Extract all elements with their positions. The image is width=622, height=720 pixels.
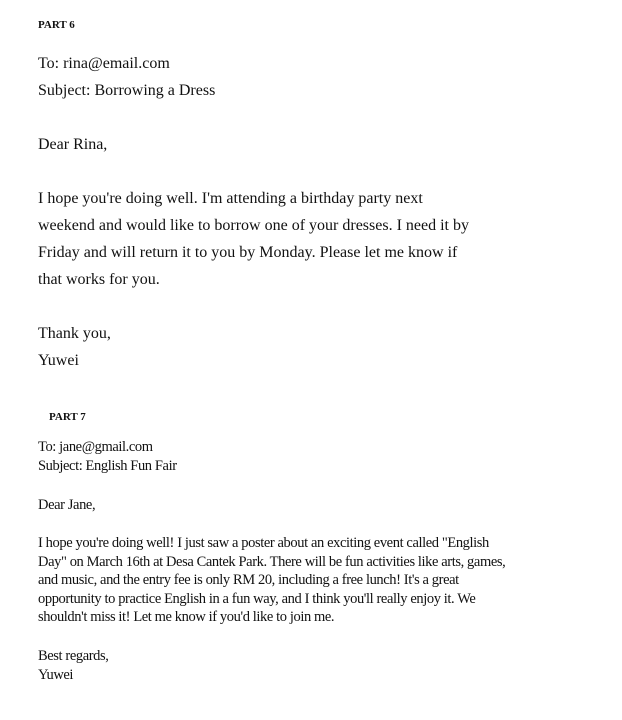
part-7-signature: Yuwei [38,667,74,683]
part-6-body-line: I hope you're doing well. I'm attending a birthday party next [38,190,423,207]
part-6-closing: Thank you, [38,325,111,342]
part-6-to-line: To: rina@email.com [38,55,170,72]
part-7-body-line: I hope you're doing well! I just saw a poster about an exciting event called "English [38,535,489,551]
part-6-greeting: Dear Rina, [38,136,108,153]
part-7-greeting: Dear Jane, [38,497,96,513]
part-6-heading: PART 6 [38,19,75,31]
part-7-body-line: and music, and the entry fee is only RM 20, including a free lunch! It's a great [38,572,459,588]
part-7-body-line: opportunity to practice English in a fun way, and I think you'll really enjoy it. We [38,590,476,607]
part-6-signature: Yuwei [38,352,79,369]
part-7-body-line: Day" on March 16th at Desa Cantek Park. There will be fun activities like arts, games, [38,553,506,570]
part-7-closing: Best regards, [38,648,109,664]
part-6-body-line: that works for you. [38,271,160,288]
part-7-to-line: To: jane@gmail.com [38,439,153,455]
part-7-body [38,534,505,627]
part-6-body-line: Friday and will return it to you by Monday. Please let me know if [38,244,458,261]
part-6-subject-line: Subject: Borrowing a Dress [38,82,216,99]
part-7-heading: PART 7 [49,411,86,423]
part-7-body-line: shouldn't miss it! Let me know if you'd like to join me. [38,609,335,625]
part-6-body-line: weekend and would like to borrow one of your dresses. I need it by [38,217,469,234]
part-7-subject-line: Subject: English Fun Fair [38,458,177,474]
part-6-body [38,185,469,293]
